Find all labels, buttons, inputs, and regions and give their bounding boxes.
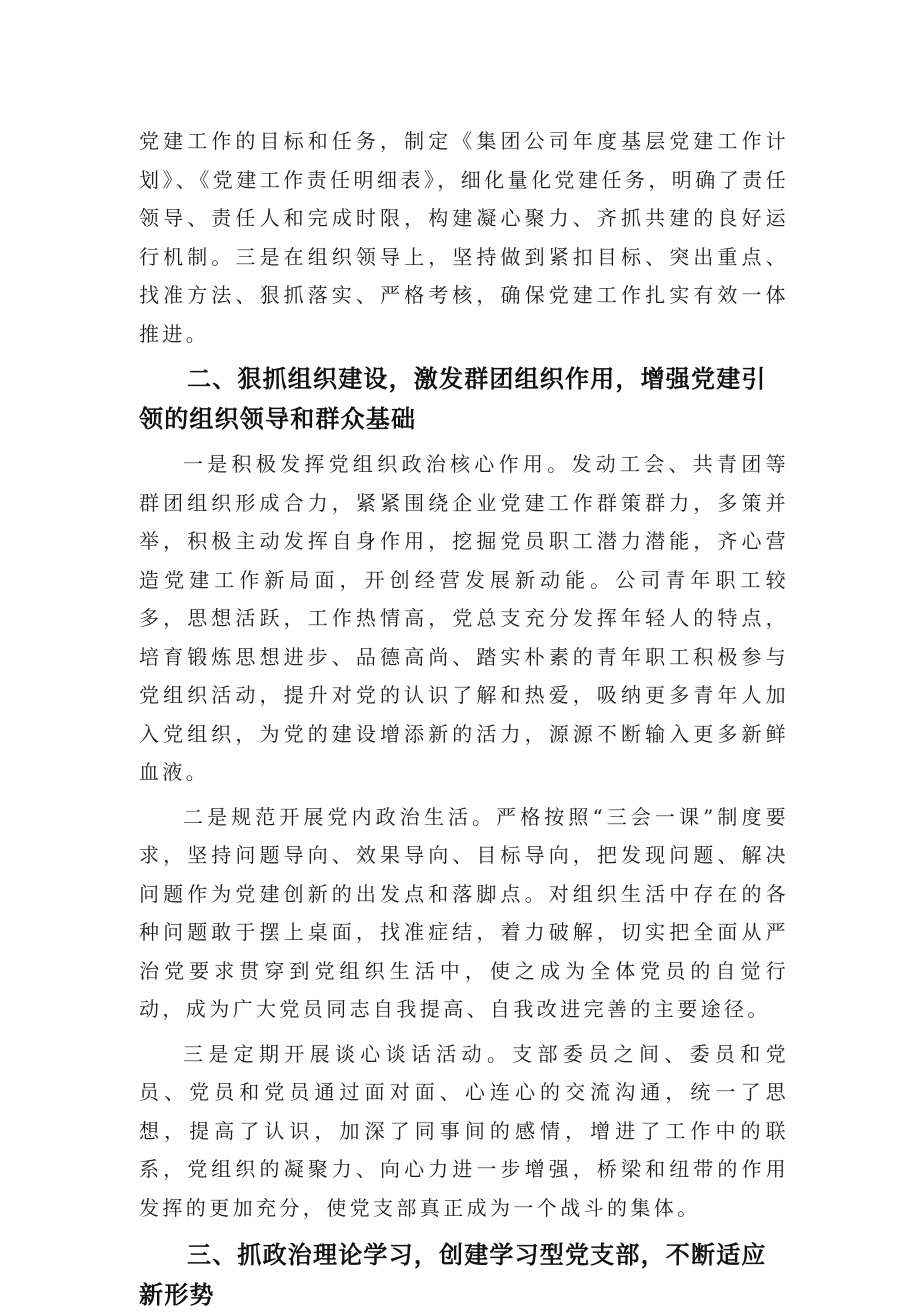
paragraph-continuation: 党建工作的目标和任务，制定《集团公司年度基层党建工作计划》、《党建工作责任明细表》，细化量化党建任务，明确了责任领导、责任人和完成时限，构建凝心聚力、齐抓共建的良好运行机制。三是在组织领导上，坚持做到紧扣目标、突出重点、找准方法、狠抓落实、严格考核，确保党建工作扎实有效一体推进。 — [139, 129, 789, 346]
paragraph-political-core: 一是积极发挥党组织政治核心作用。发动工会、共青团等群团组织形成合力，紧紧围绕企业党建工作群策群力，多策并举，积极主动发挥自身作用，挖掘党员职工潜力潜能，齐心营造党建工作新局面，开创经营发展新动能。公司青年职工较多，思想活跃，工作热情高，党总支充分发挥年轻人的特点，培育锻炼思想进步、品德高尚、踏实朴素的青年职工积极参与党组织活动，提升对党的认识了解和热爱，吸纳更多青年人加入党组织，为党的建设增添新的活力，源源不断输入更多新鲜血液。 — [139, 452, 789, 784]
paragraph-heart-talk: 三是定期开展谈心谈话活动。支部委员之间、委员和党员、党员和党员通过面对面、心连心的交流沟通，统一了思想，提高了认识，加深了同事间的感情，增进了工作中的联系，党组织的凝聚力、向心力进一步增强，桥梁和纽带的作用发挥的更加充分，使党支部真正成为一个战斗的集体。 — [139, 1041, 789, 1220]
document-body — [139, 122, 789, 1315]
section-heading-3: 三、抓政治理论学习，创建学习型党支部，不断适应新形势 — [139, 1241, 767, 1309]
paragraph-political-life: 二是规范开展党内政治生活。严格按照“三会一课”制度要求，坚持问题导向、效果导向、目标导向，把发现问题、解决问题作为党建创新的出发点和落脚点。对组织生活中存在的各种问题敢于摆上桌面，找准症结，着力破解，切实把全面从严治党要求贯穿到党组织生活中，使之成为全体党员的自觉行动，成为广大党员同志自我提高、自我改进完善的主要途径。 — [139, 804, 789, 1021]
section-heading-2: 二、狠抓组织建设，激发群团组织作用，增强党建引领的组织领导和群众基础 — [139, 365, 767, 433]
